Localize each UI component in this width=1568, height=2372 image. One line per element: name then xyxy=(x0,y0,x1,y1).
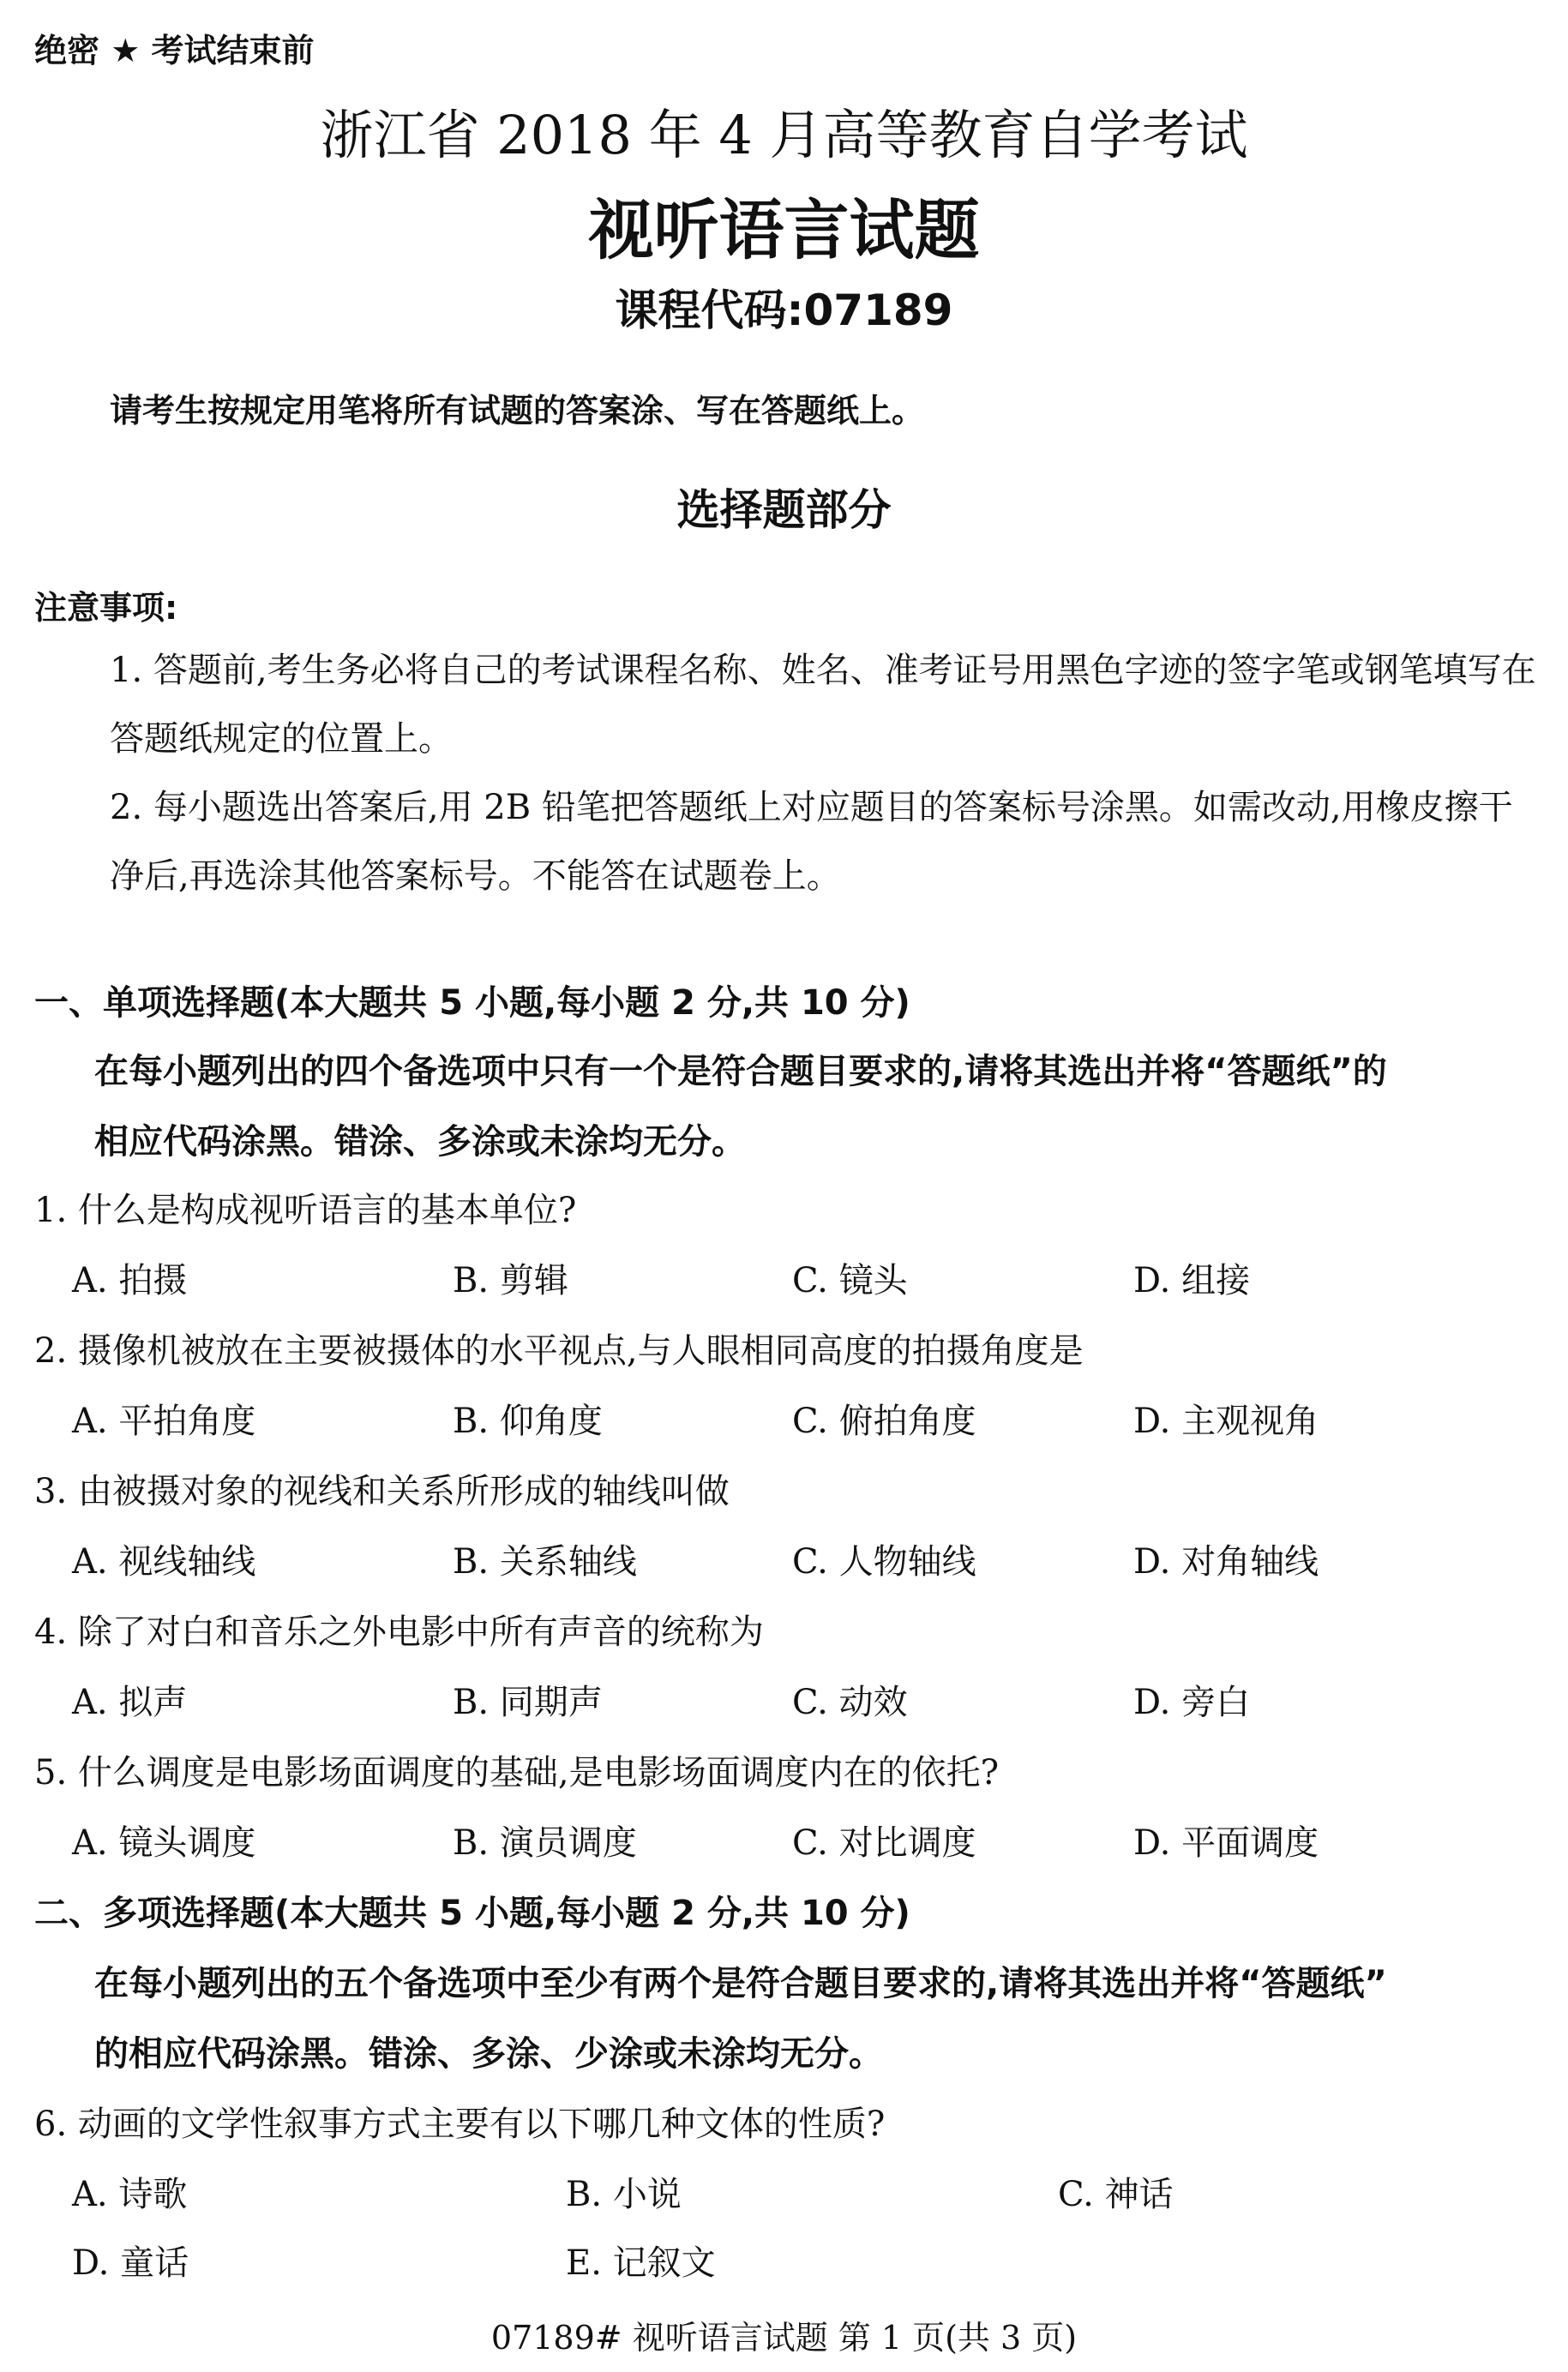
question-4: 4. 除了对白和音乐之外电影中所有声音的统称为 xyxy=(34,1612,764,1652)
question-1: 1. 什么是构成视听语言的基本单位? xyxy=(34,1191,577,1230)
section1-heading: 一、单项选择题(本大题共 5 小题,每小题 2 分,共 10 分) xyxy=(34,983,910,1023)
general-instruction: 请考生按规定用笔将所有试题的答案涂、写在答题纸上。 xyxy=(110,392,925,429)
confidential-label: 绝密 ★ 考试结束前 xyxy=(34,32,315,69)
q2-option-a: A. 平拍角度 xyxy=(72,1402,256,1441)
q4-option-b: B. 同期声 xyxy=(453,1683,603,1722)
q4-option-c: C. 动效 xyxy=(792,1683,908,1722)
q4-option-a: A. 拟声 xyxy=(72,1683,188,1722)
section2-instruction-line1: 在每小题列出的五个备选项中至少有两个是符合题目要求的,请将其选出并将“答题纸” xyxy=(94,1964,1387,2003)
q3-option-d: D. 对角轴线 xyxy=(1133,1542,1319,1582)
q1-option-d: D. 组接 xyxy=(1133,1261,1251,1300)
q5-option-d: D. 平面调度 xyxy=(1133,1823,1319,1863)
section2-instruction-line2: 的相应代码涂黑。错涂、多涂、少涂或未涂均无分。 xyxy=(94,2034,883,2074)
section1-instruction-line2: 相应代码涂黑。错涂、多涂或未涂均无分。 xyxy=(94,1122,746,1162)
q3-option-a: A. 视线轴线 xyxy=(72,1542,256,1582)
q2-option-c: C. 俯拍角度 xyxy=(792,1402,976,1441)
question-3: 3. 由被摄对象的视线和关系所形成的轴线叫做 xyxy=(34,1472,730,1511)
question-5: 5. 什么调度是电影场面调度的基础,是电影场面调度内在的依托? xyxy=(34,1753,1000,1793)
notes-heading: 注意事项: xyxy=(34,589,178,627)
question-6: 6. 动画的文学性叙事方式主要有以下哪几种文体的性质? xyxy=(34,2105,886,2144)
q1-option-a: A. 拍摄 xyxy=(72,1261,188,1300)
q1-option-c: C. 镜头 xyxy=(792,1261,908,1300)
q5-option-a: A. 镜头调度 xyxy=(72,1823,256,1863)
part-title: 选择题部分 xyxy=(676,485,892,535)
exam-title: 浙江省 2018 年 4 月高等教育自学考试 xyxy=(320,104,1248,166)
note-item-1: 1. 答题前,考生务必将自己的考试课程名称、姓名、准考证号用黑色字迹的签字笔或钢笔填写在答题纸规定的位置上。 xyxy=(110,651,1536,759)
q3-option-b: B. 关系轴线 xyxy=(453,1542,637,1582)
q2-option-d: D. 主观视角 xyxy=(1133,1402,1319,1441)
section1-instruction-line1: 在每小题列出的四个备选项中只有一个是符合题目要求的,请将其选出并将“答题纸”的 xyxy=(94,1052,1387,1091)
q1-option-b: B. 剪辑 xyxy=(453,1261,568,1300)
q3-option-c: C. 人物轴线 xyxy=(792,1542,976,1582)
course-code: 课程代码:07189 xyxy=(615,285,953,335)
q2-option-b: B. 仰角度 xyxy=(453,1402,603,1441)
q5-option-b: B. 演员调度 xyxy=(453,1823,637,1863)
q5-option-c: C. 对比调度 xyxy=(792,1823,976,1863)
subject-title: 视听语言试题 xyxy=(588,192,980,268)
q6-option-b: B. 小说 xyxy=(566,2175,682,2214)
section2-heading: 二、多项选择题(本大题共 5 小题,每小题 2 分,共 10 分) xyxy=(34,1894,910,1933)
page-footer: 07189# 视听语言试题 第 1 页(共 3 页) xyxy=(490,2319,1078,2357)
q6-option-a: A. 诗歌 xyxy=(72,2175,188,2214)
note-item-2: 2. 每小题选出答案后,用 2B 铅笔把答题纸上对应题目的答案标号涂黑。如需改动,用橡皮擦干净后,再选涂其他答案标号。不能答在试题卷上。 xyxy=(110,788,1513,896)
q4-option-d: D. 旁白 xyxy=(1133,1683,1251,1722)
q6-option-d: D. 童话 xyxy=(72,2243,189,2283)
q6-option-c: C. 神话 xyxy=(1058,2175,1174,2214)
q6-option-e: E. 记叙文 xyxy=(566,2243,716,2283)
question-2: 2. 摄像机被放在主要被摄体的水平视点,与人眼相同高度的拍摄角度是 xyxy=(34,1331,1084,1371)
